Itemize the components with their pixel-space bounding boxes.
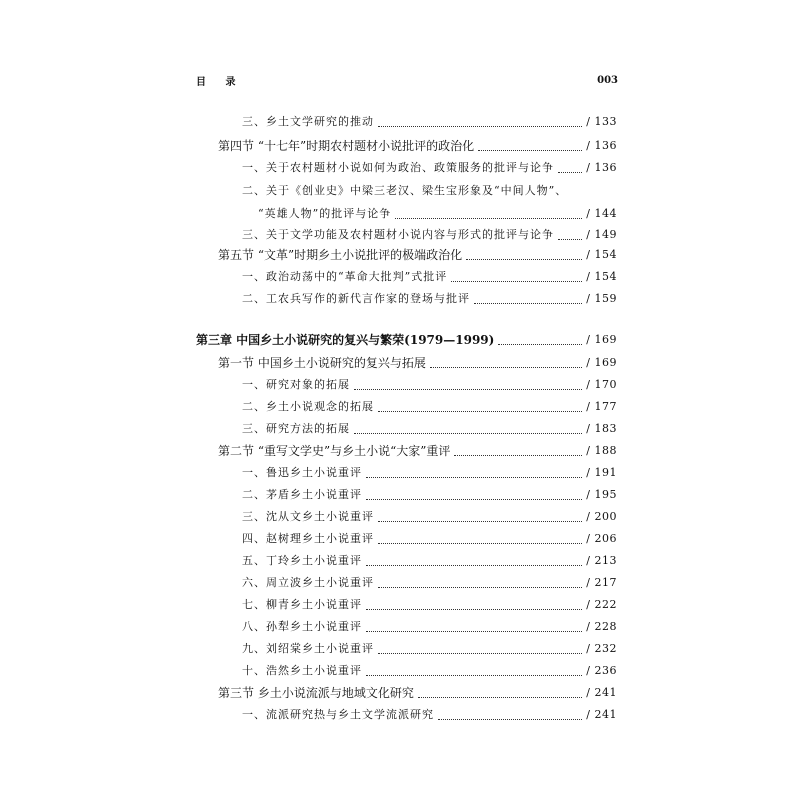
toc-entry-label: 二、关于《创业史》中梁三老汉、梁生宝形象及“中间人物”、 <box>242 184 568 197</box>
toc-entry <box>242 268 617 286</box>
toc-entry-page: / 241 <box>586 686 617 699</box>
dot-leader <box>438 719 582 720</box>
toc-entry-label: 三、乡土文学研究的推动 <box>242 115 374 128</box>
dot-leader <box>354 433 582 434</box>
dot-leader <box>378 126 582 127</box>
dot-leader <box>354 389 582 390</box>
dot-leader <box>474 303 582 304</box>
dot-leader <box>454 455 582 456</box>
dot-leader <box>418 697 582 698</box>
toc-entry-label: 七、柳青乡土小说重评 <box>242 598 362 611</box>
toc-entry <box>242 398 617 416</box>
toc-section-label: 第四节 “十七年”时期农村题材小说批评的政治化 <box>218 139 475 153</box>
toc-entry-label: 十、浩然乡土小说重评 <box>242 664 362 677</box>
toc-entry-page: / 232 <box>586 642 617 655</box>
dot-leader <box>378 521 582 522</box>
dot-leader <box>366 499 582 500</box>
toc-entry-label: 五、丁玲乡土小说重评 <box>242 554 362 567</box>
toc-entry-page: / 188 <box>586 444 617 457</box>
dot-leader <box>478 150 582 151</box>
toc-entry-page: / 183 <box>586 422 617 435</box>
toc-section <box>218 354 617 372</box>
toc-entry-page: / 236 <box>586 664 617 677</box>
toc-chapter <box>196 331 617 349</box>
toc-section-label: 第三节 乡土小说流派与地域文化研究 <box>218 686 414 700</box>
toc-entry-label: 二、乡土小说观念的拓展 <box>242 400 374 413</box>
dot-leader <box>378 653 582 654</box>
toc-section-label: 第二节 “重写文学史”与乡土小说“大家”重评 <box>218 444 451 458</box>
dot-leader <box>366 675 582 676</box>
toc-section <box>218 246 617 264</box>
toc-entry-page: / 149 <box>586 228 617 241</box>
toc-entry <box>242 530 617 548</box>
dot-leader <box>366 609 582 610</box>
toc-entry-page: / 136 <box>586 139 617 152</box>
toc-entry-page: / 170 <box>586 378 617 391</box>
toc-section-label: 第一节 中国乡土小说研究的复兴与拓展 <box>218 356 426 370</box>
toc-entry <box>242 640 617 658</box>
toc-chapter-label: 第三章 中国乡土小说研究的复兴与繁荣(1979—1999) <box>196 333 495 347</box>
toc-entry-page: / 159 <box>586 292 617 305</box>
toc-entry-page: / 154 <box>586 270 617 283</box>
dot-leader <box>498 344 582 345</box>
toc-entry-label: 三、研究方法的拓展 <box>242 422 350 435</box>
toc-entry <box>242 420 617 438</box>
toc-entry-page: / 169 <box>586 356 617 369</box>
toc-entry-label: “英雄人物”的批评与论争 <box>258 207 392 220</box>
toc-entry <box>242 706 617 724</box>
toc-entry <box>242 159 617 177</box>
toc-entry-label: 四、赵树理乡土小说重评 <box>242 532 374 545</box>
toc-entry <box>242 618 617 636</box>
toc-entry <box>242 113 617 131</box>
dot-leader <box>378 411 582 412</box>
toc-entry-page: / 241 <box>586 708 617 721</box>
dot-leader <box>366 565 582 566</box>
toc-entry <box>242 376 617 394</box>
toc-entry-label: 九、刘绍棠乡土小说重评 <box>242 642 374 655</box>
toc-entry-label: 二、茅盾乡土小说重评 <box>242 488 362 501</box>
toc-entry <box>242 290 617 308</box>
toc-entry <box>242 662 617 680</box>
toc-entry-page: / 206 <box>586 532 617 545</box>
dot-leader <box>366 477 582 478</box>
toc-entry-page: / 213 <box>586 554 617 567</box>
toc-entry <box>242 486 617 504</box>
toc-entry-page: / 222 <box>586 598 617 611</box>
toc-entry-page: / 195 <box>586 488 617 501</box>
toc-entry <box>242 226 617 244</box>
toc-entry-label: 一、鲁迅乡土小说重评 <box>242 466 362 479</box>
toc-entry-label: 一、流派研究热与乡土文学流派研究 <box>242 708 434 721</box>
page-number: 003 <box>597 75 618 86</box>
toc-entry-page: / 154 <box>586 248 617 261</box>
toc-entry-label: 一、关于农村题材小说如何为政治、政策服务的批评与论争 <box>242 161 554 174</box>
toc-entry-label: 八、孙犁乡土小说重评 <box>242 620 362 633</box>
toc-entry <box>242 464 617 482</box>
toc-entry-page: / 217 <box>586 576 617 589</box>
dot-leader <box>378 587 582 588</box>
toc-entry <box>242 596 617 614</box>
toc-entry-continued <box>258 205 617 223</box>
toc-entry-label: 一、研究对象的拓展 <box>242 378 350 391</box>
toc-entry-label: 六、周立波乡土小说重评 <box>242 576 374 589</box>
dot-leader <box>366 631 582 632</box>
toc-entry-page: / 228 <box>586 620 617 633</box>
dot-leader <box>395 218 582 219</box>
toc-entry <box>242 552 617 570</box>
toc-entry-page: / 177 <box>586 400 617 413</box>
dot-leader <box>451 281 582 282</box>
dot-leader <box>430 367 582 368</box>
running-title: 目 录 <box>196 77 244 88</box>
dot-leader <box>558 239 582 240</box>
toc-entry-page: / 136 <box>586 161 617 174</box>
toc-entry-page: / 133 <box>586 115 617 128</box>
toc-entry-page: / 169 <box>586 333 617 346</box>
toc-entry <box>242 182 617 200</box>
toc-entry <box>242 508 617 526</box>
toc-section <box>218 137 617 155</box>
toc-entry-page: / 191 <box>586 466 617 479</box>
toc-entry <box>242 574 617 592</box>
dot-leader <box>378 543 582 544</box>
toc-section <box>218 442 617 460</box>
toc-entry-label: 三、沈从文乡土小说重评 <box>242 510 374 523</box>
toc-entry-label: 一、政治动荡中的“革命大批判”式批评 <box>242 270 448 283</box>
toc-entry-label: 二、工农兵写作的新代言作家的登场与批评 <box>242 292 470 305</box>
toc-entry-label: 三、关于文学功能及农村题材小说内容与形式的批评与论争 <box>242 228 554 241</box>
toc-section <box>218 684 617 702</box>
dot-leader <box>558 172 582 173</box>
toc-entry-page: / 200 <box>586 510 617 523</box>
dot-leader <box>466 259 582 260</box>
toc-section-label: 第五节 “文革”时期乡土小说批评的极端政治化 <box>218 248 463 262</box>
toc-entry-page: / 144 <box>586 207 617 220</box>
